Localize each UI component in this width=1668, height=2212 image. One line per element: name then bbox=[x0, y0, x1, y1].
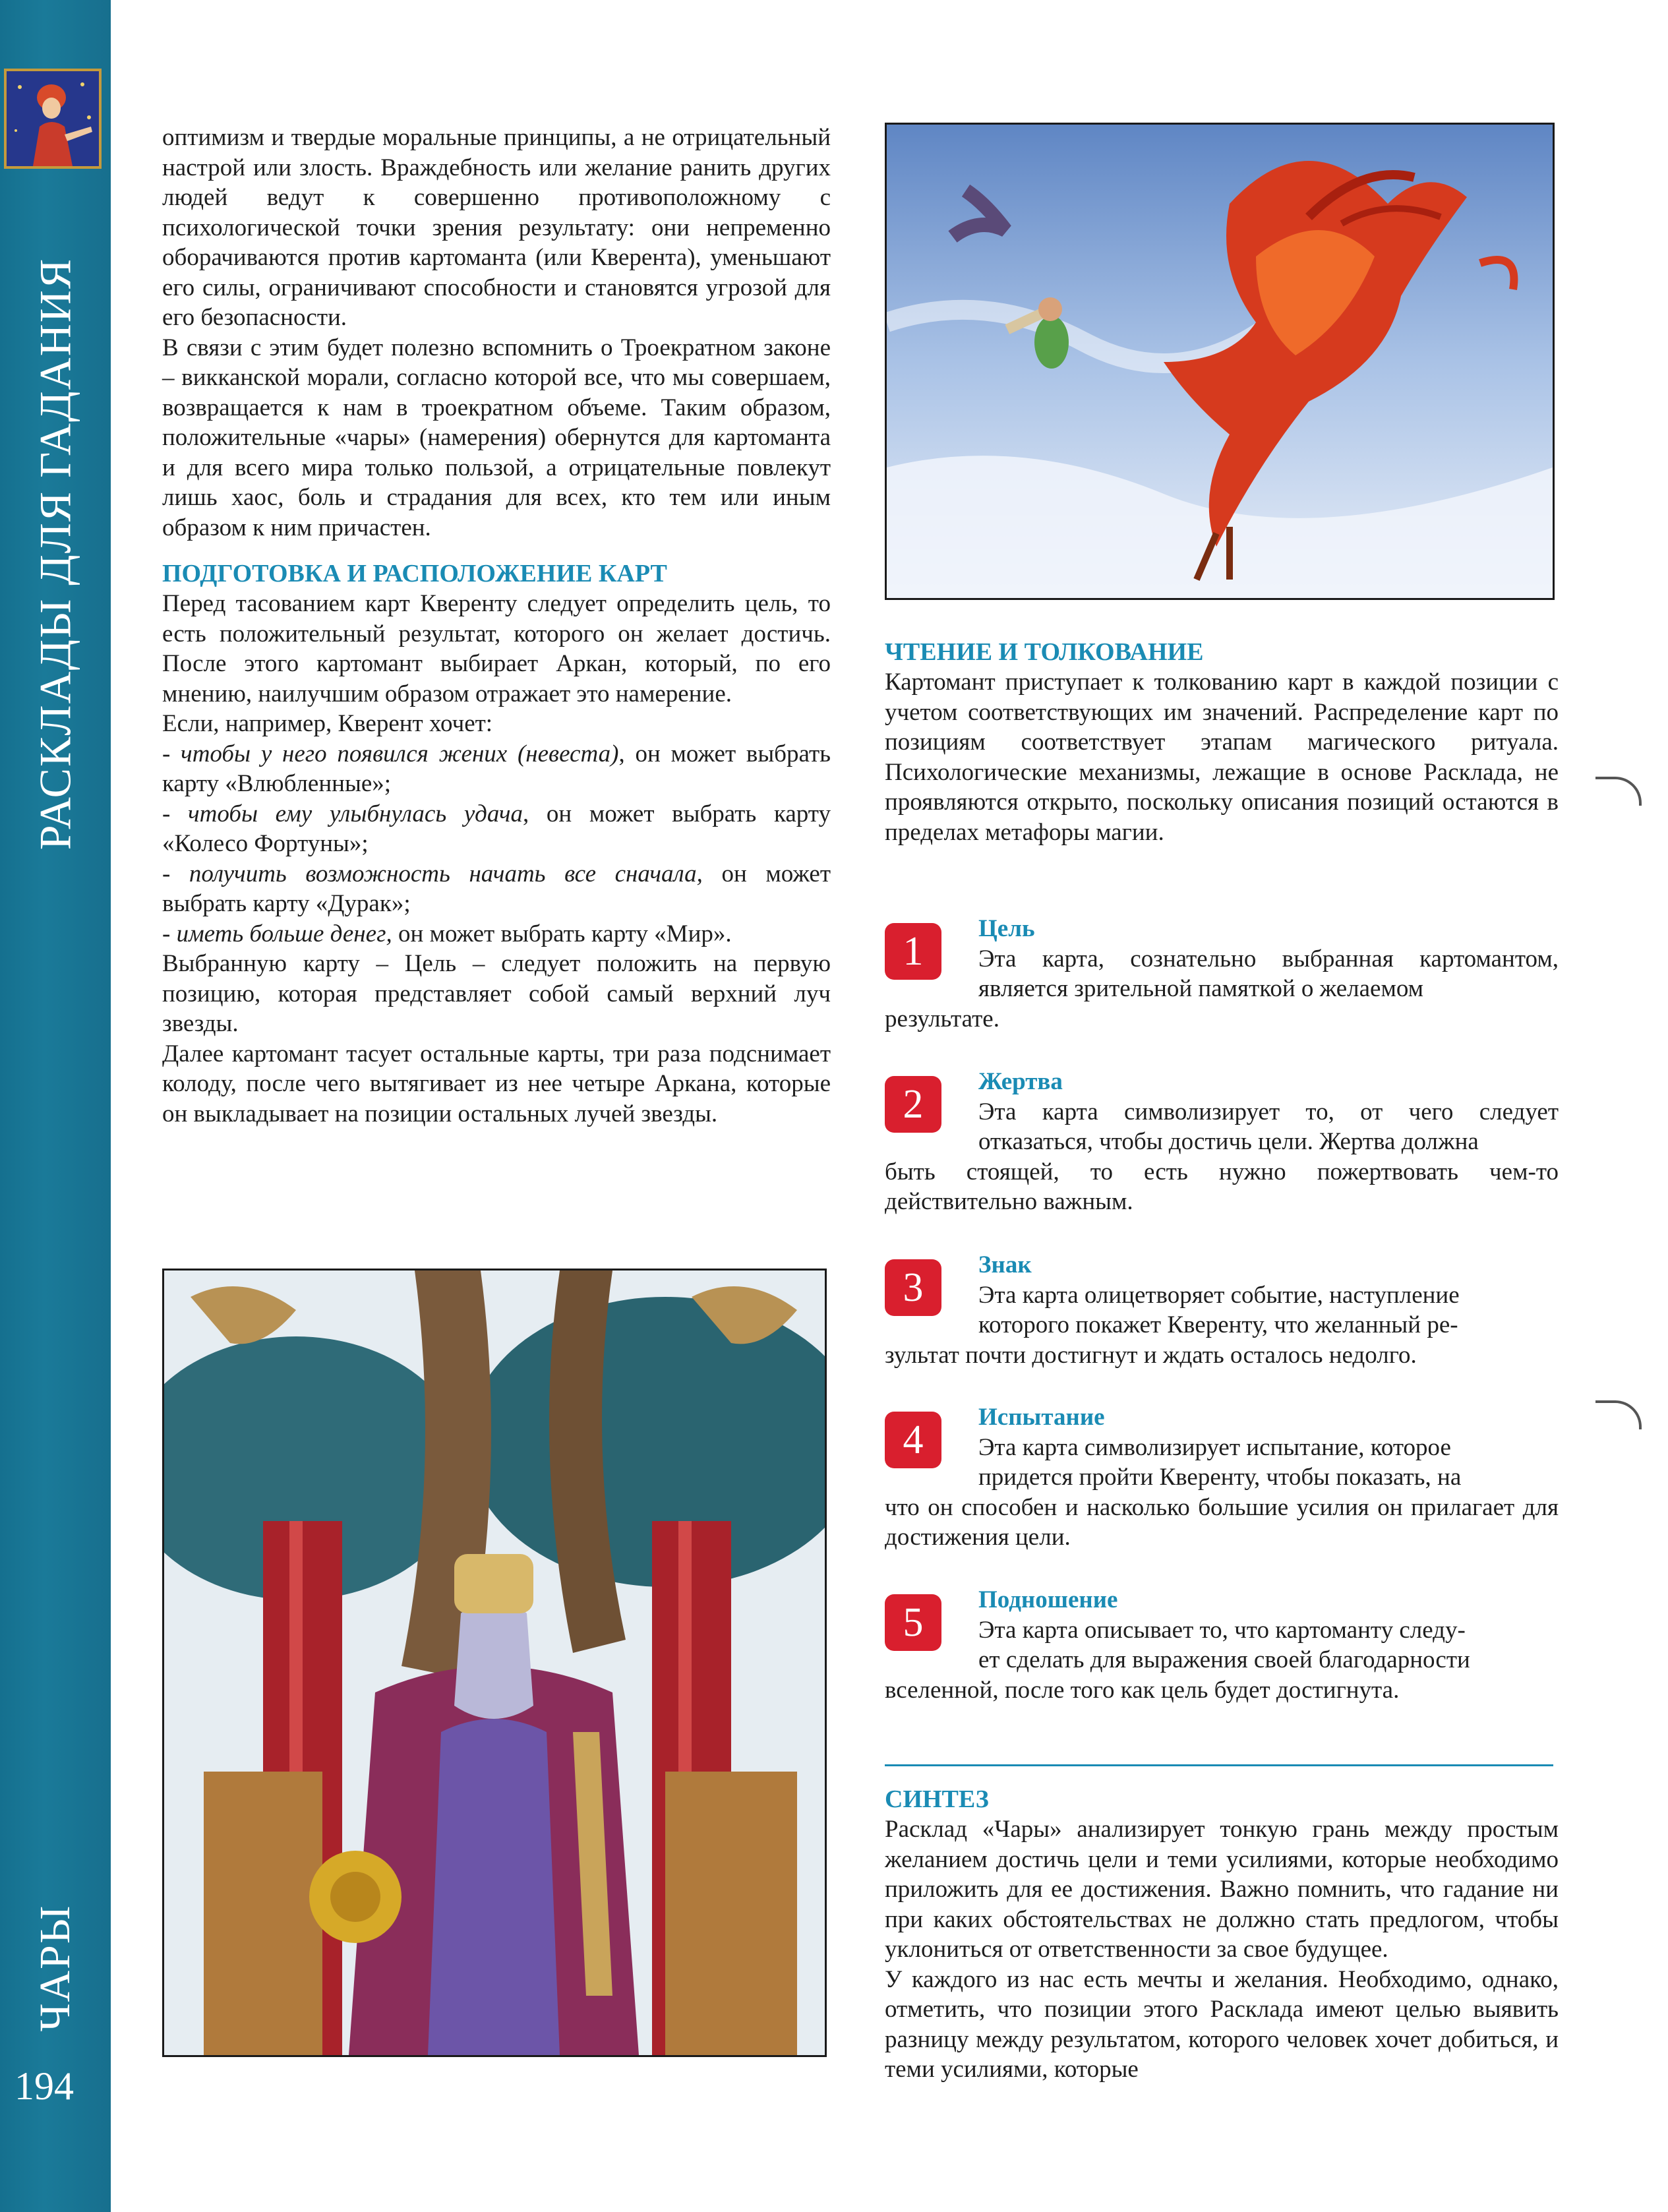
position-text: что он способен и насколько большие усилия он прилагает для достижения цели. bbox=[885, 1493, 1559, 1551]
king-on-throne-illustration bbox=[162, 1269, 827, 2057]
position-text: придется пройти Кверенту, чтобы показать, на bbox=[978, 1464, 1462, 1491]
position-text: Эта карта описывает то, что картоманту следу- bbox=[978, 1616, 1466, 1644]
section-divider bbox=[885, 1764, 1553, 1766]
section-heading-reading: ЧТЕНИЕ И ТОЛКОВАНИЕ bbox=[885, 638, 1204, 666]
paragraph: Расклад «Чары» анализирует тонкую грань между простым желанием достичь цели и теми усилиями, которые необходимо приложить для ее достижения. Важно помнить, что гадание ни при каких обстоятельствах не должно стать предлогом, чтобы уклониться от ответственности за свое будущее. bbox=[885, 1816, 1559, 1963]
list-item-text: , он может выбрать карту «Влюбленные»; bbox=[162, 740, 831, 797]
reading-section bbox=[885, 637, 1559, 847]
list-item-text: он может выбрать карту «Дурак»; bbox=[162, 860, 831, 917]
position-text: которого покажет Кверенту, что желанный ре- bbox=[978, 1311, 1458, 1338]
list-item bbox=[162, 739, 831, 799]
left-column bbox=[162, 123, 831, 1129]
position-text: Эта карта, сознательно выбранная картомантом, является зрительной памяткой о желаемом bbox=[978, 945, 1559, 1002]
section-heading-preparation: ПОДГОТОВКА И РАСПОЛОЖЕНИЕ КАРТ bbox=[162, 560, 667, 587]
paragraph: Далее картомант тасует остальные карты, три раза подснимает колоду, после чего вытягивает из нее четыре Аркана, которые он выкладывает на позиции остальных лучей звезды. bbox=[162, 1040, 831, 1127]
page-tab-mark bbox=[1595, 777, 1642, 806]
position-title: Цель bbox=[978, 915, 1035, 942]
list-item-emphasis: - получить возможность начать все сначала, bbox=[162, 860, 703, 887]
position-text: Эта карта символизирует то, от чего следует отказаться, чтобы достичь цели. Жертва должна bbox=[978, 1098, 1559, 1155]
section-title: РАСКЛАДЫ ДЛЯ ГАДАНИЯ bbox=[30, 257, 80, 851]
list-item bbox=[162, 799, 831, 859]
position-text: результате. bbox=[885, 1005, 999, 1032]
position-title: Знак bbox=[978, 1251, 1032, 1278]
sidebar bbox=[0, 0, 111, 2212]
list-item bbox=[162, 919, 831, 949]
page-number: 194 bbox=[15, 2064, 74, 2108]
list-item-emphasis: - иметь больше денег, bbox=[162, 920, 392, 947]
position-badge: 4 bbox=[885, 1412, 941, 1468]
list-item-emphasis: - чтобы ему улыбнулась удача bbox=[162, 800, 523, 827]
position-text: Эта карта символизирует испытание, которое bbox=[978, 1433, 1451, 1461]
paragraph: Если, например, Кверент хочет: bbox=[162, 710, 493, 737]
position-item-3 bbox=[885, 1250, 1559, 1370]
section-heading-synthesis: СИНТЕЗ bbox=[885, 1785, 989, 1813]
paragraph: У каждого из нас есть мечты и желания. Необходимо, однако, отметить, что позиции этого Расклада имеют целью выявить разницу между результатом, которого человек хочет добиться, и теми усилиями, которые bbox=[885, 1965, 1559, 2083]
page-tab-mark bbox=[1595, 1400, 1642, 1429]
position-badge: 1 bbox=[885, 923, 941, 980]
position-title: Подношение bbox=[978, 1586, 1118, 1613]
paragraph: В связи с этим будет полезно вспомнить о Троекратном законе – викканской морали, согласно которой все, что мы совершаем, возвращается к нам в троекратном объеме. Таким образом, положительные «чары» (намерения) обернутся для картоманта и для всего мира только пользой, а отрицательные повлекут лишь хаос, боль и страдания для всех, кто тем или иным образом к ним причастен. bbox=[162, 334, 831, 541]
position-text: Эта карта олицетворяет событие, наступление bbox=[978, 1281, 1460, 1309]
spread-name: ЧАРЫ bbox=[31, 1904, 79, 2032]
position-text: ет сделать для выражения своей благодарности bbox=[978, 1646, 1470, 1673]
position-text: вселенной, после того как цель будет достигнута. bbox=[885, 1676, 1400, 1704]
position-text: зультат почти достигнут и ждать осталось недолго. bbox=[885, 1341, 1417, 1369]
paragraph: оптимизм и твердые моральные принципы, а не отрицательный настрой или злость. Враждебность или желание ранить других людей ведут к совершенно противоположному с психологической точки зрения результату: они непременно оборачиваются против картоманта (или Кверента), уменьшают его силы, ограничивают способности и становятся угрозой для его безопасности. bbox=[162, 124, 831, 331]
position-item-4 bbox=[885, 1402, 1559, 1553]
position-title: Испытание bbox=[978, 1404, 1105, 1431]
paragraph: Выбранную карту – Цель – следует положить на первую позицию, которая представляет собой самый верхний луч звезды. bbox=[162, 950, 831, 1037]
list-item-text: он может выбрать карту «Мир». bbox=[392, 920, 732, 947]
list-item-emphasis: - чтобы у него появился жених (невеста) bbox=[162, 740, 619, 767]
position-title: Жертва bbox=[978, 1068, 1063, 1095]
synthesis-section bbox=[885, 1784, 1559, 2085]
position-item-5 bbox=[885, 1585, 1559, 1705]
paragraph: Перед тасованием карт Кверенту следует определить цель, то есть положительный результат, которого он желает достичь. После этого картомант выбирает Аркан, который, по его мнению, наилучшим образом отражает это намерение. bbox=[162, 590, 831, 707]
position-item-1 bbox=[885, 914, 1559, 1034]
position-item-2 bbox=[885, 1067, 1559, 1217]
firebird-illustration bbox=[885, 123, 1555, 600]
corner-card-illustration bbox=[4, 69, 102, 169]
position-badge: 5 bbox=[885, 1594, 941, 1651]
position-badge: 2 bbox=[885, 1076, 941, 1133]
list-item-text: , он может выбрать карту «Колесо Фортуны»; bbox=[162, 800, 831, 857]
paragraph: Картомант приступает к толкованию карт в каждой позиции с учетом соответствующих им значений. Распределение карт по позициям соответствует этапам магического ритуала. Психологические механизмы, лежащие в основе Расклада, не проявляются открыто, поскольку описания позиций остаются в пределах метафоры магии. bbox=[885, 669, 1559, 846]
position-text: быть стоящей, то есть нужно пожертвовать чем-то действительно важным. bbox=[885, 1158, 1559, 1215]
list-item bbox=[162, 859, 831, 919]
position-badge: 3 bbox=[885, 1259, 941, 1316]
